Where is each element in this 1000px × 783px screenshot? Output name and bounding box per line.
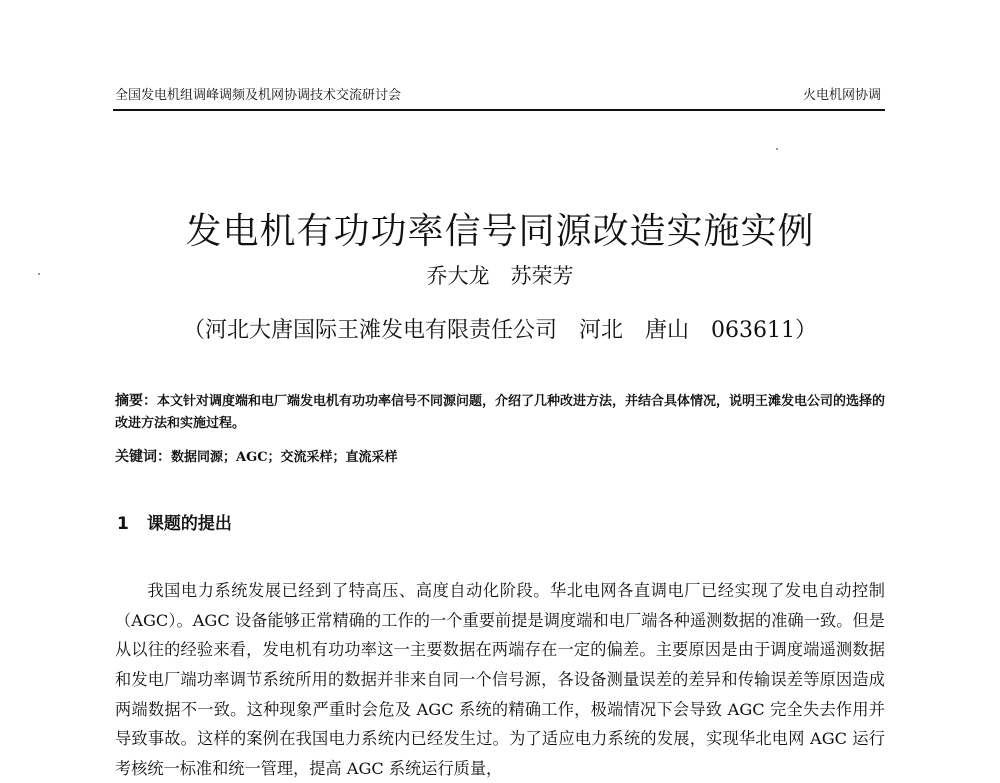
paper-title: 发电机有功功率信号同源改造实施实例 [185, 211, 815, 253]
scan-speck [776, 148, 778, 150]
header-rule [113, 109, 885, 111]
conference-name: 全国发电机组调峰调频及机网协调技术交流研讨会 [115, 88, 402, 103]
abstract-label: 摘要： [115, 393, 157, 409]
section-heading [117, 512, 232, 536]
authors: 乔大龙 苏荣芳 [426, 264, 574, 288]
body-paragraph: 我国电力系统发展已经到了特高压、高度自动化阶段。华北电网各直调电厂已经实现了发电自动控制（AGC）。AGC 设备能够正常精确的工作的一个重要前提是调度端和电厂端各种遥测数据的准确一致。但是从以往的经验来看，发电机有功功率这一主要数据在两端存在一定的偏差。主要原因是由于调度端遥测数据和发电厂端功率调节系统所用的数据并非来自同一个信号源，各设备测量误差的差异和传输误差等原因造成两端数据不一致。这种现象严重时会危及 AGC 系统的精确工作，极端情况下会导致 AGC 完全失去作用并导致事故。这样的案例在我国电力系统内已经发生过。为了适应电力系统的发展，实现华北电网 AGC 运行考核统一标准和统一管理，提高 AGC 系统运行质量， [115, 581, 885, 778]
keywords-label: 关键词： [115, 449, 171, 465]
keywords-text: 数据同源；AGC；交流采样；直流采样 [171, 450, 398, 465]
section-number: 1 [117, 514, 129, 534]
section-title: 课题的提出 [146, 514, 232, 534]
section-category: 火电机网协调 [802, 88, 881, 103]
running-header [113, 86, 883, 108]
keywords [115, 446, 890, 469]
abstract [115, 390, 890, 435]
affiliation: （河北大唐国际王滩发电有限责任公司 河北 唐山 063611） [183, 318, 817, 343]
abstract-text: 本文针对调度端和电厂端发电机有功功率信号不同源问题，介绍了几种改进方法，并结合具体情况，说明王滩发电公司的选择的改进方法和实施过程。 [115, 394, 886, 431]
